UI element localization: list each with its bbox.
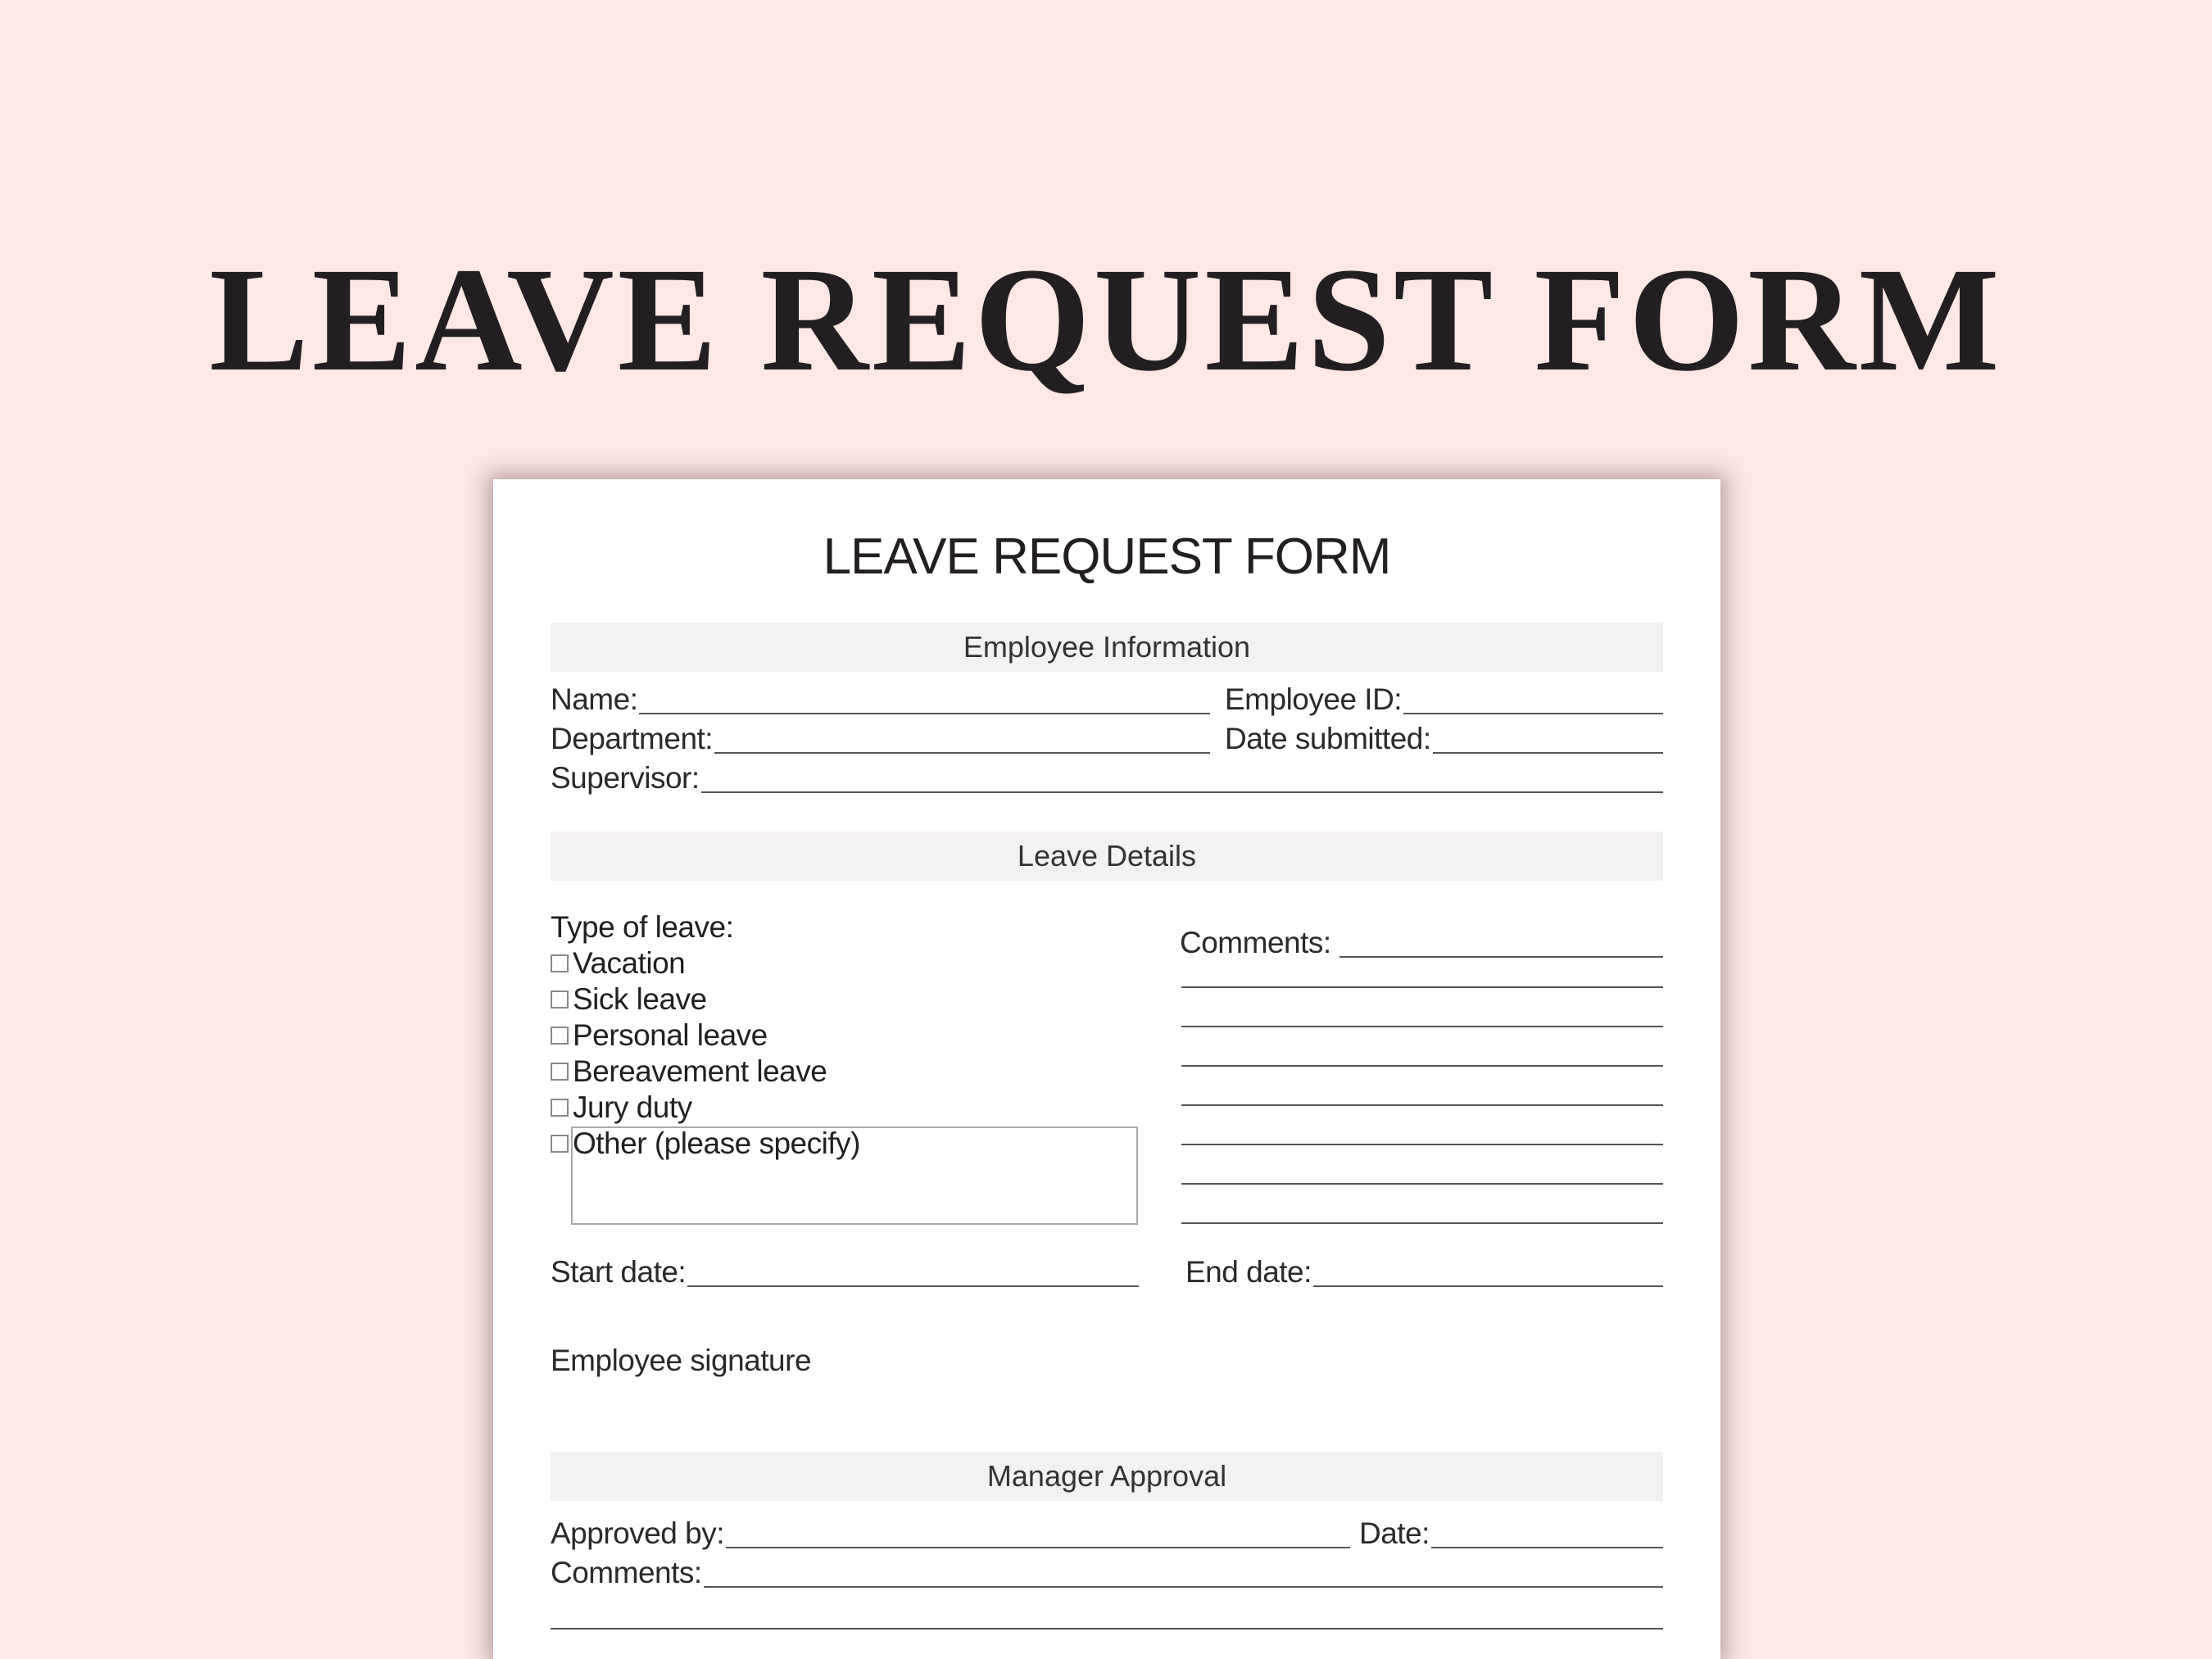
manager-comments-field[interactable] [551,1552,1663,1591]
other-specify-textarea[interactable] [571,1126,1138,1225]
department-field[interactable] [551,718,1210,757]
department-label: Department: [551,722,714,755]
sick-leave-checkbox[interactable] [551,990,569,1009]
form-title: LEAVE REQUEST FORM [823,528,1391,585]
leave-details-header: Leave Details [551,832,1663,881]
employee-id-input-line[interactable] [1403,712,1663,714]
vacation-label: Vacation [573,946,686,980]
leave-option-jury-duty[interactable] [551,1090,1140,1126]
comments-line-6[interactable] [1181,1144,1663,1145]
leave-type-group [551,909,1140,1162]
jury-duty-checkbox[interactable] [551,1099,569,1117]
start-date-field[interactable] [551,1251,1139,1290]
name-input-line[interactable] [639,712,1210,714]
approval-date-input-line[interactable] [1431,1546,1663,1548]
date-submitted-input-line[interactable] [1433,751,1663,754]
comments-line-4[interactable] [1181,1065,1663,1067]
type-of-leave-label: Type of leave: [551,910,734,944]
leave-option-personal[interactable] [551,1018,1140,1054]
jury-duty-label: Jury duty [573,1090,692,1124]
supervisor-input-line[interactable] [701,791,1663,793]
name-field[interactable] [551,678,1210,718]
employee-signature-label: Employee signature [551,1344,812,1377]
comments-line-2[interactable] [1181,986,1663,988]
leave-option-vacation[interactable] [551,945,1140,981]
end-date-field[interactable] [1185,1251,1663,1290]
comments-line-7[interactable] [1181,1183,1663,1185]
leave-option-sick[interactable] [551,981,1140,1018]
personal-leave-label: Personal leave [573,1018,768,1052]
vacation-checkbox[interactable] [551,954,569,972]
sick-leave-label: Sick leave [573,982,707,1016]
supervisor-label: Supervisor: [551,761,700,795]
approved-by-field[interactable] [551,1512,1350,1552]
comments-line-8[interactable] [1181,1222,1663,1224]
end-date-input-line[interactable] [1313,1285,1663,1287]
name-label: Name: [551,682,638,716]
comments-line-3[interactable] [1181,1026,1663,1027]
comments-field[interactable] [1180,922,1663,961]
comments-input-line[interactable] [1339,955,1663,958]
employee-id-label: Employee ID: [1225,682,1403,716]
department-input-line[interactable] [714,751,1210,754]
bereavement-leave-checkbox[interactable] [551,1063,569,1081]
manager-comments-label: Comments: [551,1556,702,1589]
bereavement-leave-label: Bereavement leave [573,1054,827,1088]
date-submitted-label: Date submitted: [1225,722,1431,755]
form-sheet [493,479,1720,1659]
employee-id-field[interactable] [1225,678,1663,718]
start-date-label: Start date: [551,1255,687,1289]
manager-comments-input-line[interactable] [704,1585,1663,1588]
supervisor-field[interactable] [551,757,1663,796]
approval-date-field[interactable] [1359,1512,1663,1552]
other-label: Other (please specify) [573,1126,860,1160]
approved-by-label: Approved by: [551,1516,725,1550]
employee-information-header: Employee Information [551,623,1663,672]
comments-line-5[interactable] [1181,1104,1663,1106]
date-submitted-field[interactable] [1225,718,1663,757]
end-date-label: End date: [1185,1255,1312,1289]
approved-by-input-line[interactable] [726,1546,1350,1548]
personal-leave-checkbox[interactable] [551,1027,569,1045]
banner-title: LEAVE REQUEST FORM [209,238,2003,402]
manager-approval-header: Manager Approval [551,1452,1663,1501]
other-checkbox[interactable] [551,1135,569,1153]
comments-label: Comments: [1180,926,1331,959]
start-date-input-line[interactable] [687,1285,1139,1287]
manager-comments-line-2[interactable] [551,1628,1663,1630]
leave-option-bereavement[interactable] [551,1054,1140,1090]
approval-date-label: Date: [1359,1516,1430,1550]
